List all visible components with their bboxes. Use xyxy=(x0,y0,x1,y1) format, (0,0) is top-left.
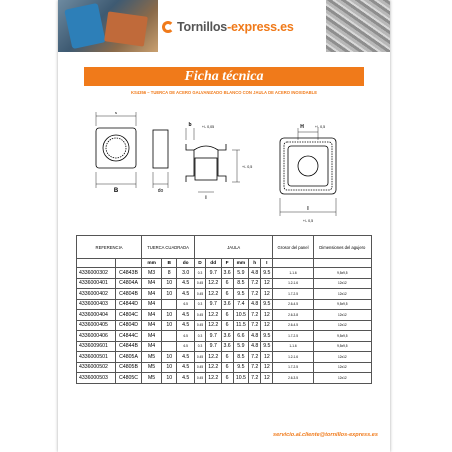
table-cell: M4 xyxy=(142,278,162,289)
table-cell: 10 xyxy=(162,373,177,384)
table-cell: 4336000302 xyxy=(77,268,116,279)
table-cell: C4844D xyxy=(115,299,141,310)
table-cell: 7.2 xyxy=(249,289,261,300)
table-cell: 10 xyxy=(162,289,177,300)
table-cell: 0.3 xyxy=(195,341,206,352)
table-row xyxy=(77,289,372,300)
table-cell: 6 xyxy=(221,310,233,321)
table-cell: 11.5 xyxy=(233,320,249,331)
brand-name-main: Tornillos xyxy=(177,20,228,34)
dim-I-tolerance: +/- 0,5 xyxy=(302,219,314,223)
table-cell: 3.6 xyxy=(221,331,233,342)
dim-b-tolerance: +/- 0,05 xyxy=(201,125,215,129)
table-cell: 1-1.6 xyxy=(273,268,313,279)
table-cell: 9.7 xyxy=(205,268,221,279)
table-cell: 4336000402 xyxy=(77,289,116,300)
dim-H-label: H xyxy=(300,124,304,130)
sub-header-cell: dd xyxy=(205,259,221,268)
table-cell: C4844B xyxy=(115,341,141,352)
table-cell: 0.3 xyxy=(195,299,206,310)
logo-ring-icon xyxy=(162,21,174,33)
table-cell: 6 xyxy=(221,289,233,300)
cage-side-view xyxy=(186,128,240,192)
table-cell: 1.2-1.6 xyxy=(273,278,313,289)
table-cell: 1.7-2.5 xyxy=(273,362,313,373)
table-cell: M5 xyxy=(142,373,162,384)
table-cell: 4336000401 xyxy=(77,278,116,289)
table-cell: 6.6 xyxy=(233,331,249,342)
table-cell: 6.5 xyxy=(177,299,195,310)
table-cell xyxy=(162,331,177,342)
nut-side-view xyxy=(153,130,168,188)
sub-header-cell: F xyxy=(221,259,233,268)
table-cell: 0.45 xyxy=(195,373,206,384)
table-cell: 5.9 xyxy=(233,268,249,279)
brand-logo[interactable] xyxy=(162,20,294,34)
table-cell: 4.8 xyxy=(249,268,261,279)
table-cell: 12 xyxy=(261,278,273,289)
table-cell: 12.2 xyxy=(205,289,221,300)
table-cell: 6 xyxy=(221,352,233,363)
table-cell: 4336000406 xyxy=(77,331,116,342)
table-cell: C4843B xyxy=(115,268,141,279)
table-cell: M4 xyxy=(142,341,162,352)
table-cell: C4804D xyxy=(115,320,141,331)
table-cell: 10.5 xyxy=(233,310,249,321)
table-row xyxy=(77,341,372,352)
table-cell: 9.5 xyxy=(261,331,273,342)
table-cell: 0.3 xyxy=(195,268,206,279)
table-cell: 9.5 xyxy=(261,268,273,279)
table-cell: 4.5 xyxy=(177,289,195,300)
table-cell: 6 xyxy=(221,362,233,373)
table-cell: 0.45 xyxy=(195,278,206,289)
table-cell: M4 xyxy=(142,331,162,342)
table-cell: 12 xyxy=(261,362,273,373)
table-row xyxy=(77,278,372,289)
table-cell: 9,5x9,5 xyxy=(313,341,371,352)
sub-header-cell: mm xyxy=(142,259,162,268)
table-cell: 1.7-2.5 xyxy=(273,331,313,342)
dim-I-label: I xyxy=(307,206,309,212)
dim-l-tolerance: +/- 0,5 xyxy=(242,165,253,169)
table-cell: M4 xyxy=(142,289,162,300)
table-cell: 5.9 xyxy=(233,341,249,352)
table-cell: 10 xyxy=(162,352,177,363)
table-cell: 7.2 xyxy=(249,362,261,373)
dim-H-tolerance: +/- 0,5 xyxy=(314,125,326,129)
table-cell: 7.2 xyxy=(249,310,261,321)
table-cell: 3.6 xyxy=(221,341,233,352)
table-cell: 10 xyxy=(162,310,177,321)
table-cell: 6 xyxy=(221,320,233,331)
table-cell: 10.5 xyxy=(233,373,249,384)
table-cell: 8.5 xyxy=(233,352,249,363)
table-cell: 12x12 xyxy=(313,320,371,331)
table-cell: 3.6 xyxy=(221,299,233,310)
table-cell: 4.5 xyxy=(177,278,195,289)
table-cell: C4844C xyxy=(115,331,141,342)
table-cell: 7.2 xyxy=(249,373,261,384)
table-cell: 4.5 xyxy=(177,310,195,321)
header-banner xyxy=(58,0,390,52)
table-cell: 9.7 xyxy=(205,331,221,342)
table-cell: 4336000403 xyxy=(77,299,116,310)
table-cell: 4.8 xyxy=(249,299,261,310)
table-cell: 9.5 xyxy=(233,362,249,373)
table-cell: 12x12 xyxy=(313,373,371,384)
table-cell: 4.8 xyxy=(249,331,261,342)
table-cell: M4 xyxy=(142,320,162,331)
table-cell: 4336000404 xyxy=(77,310,116,321)
table-cell: 6.5 xyxy=(177,341,195,352)
table-cell: 9.5 xyxy=(261,341,273,352)
tools-photo xyxy=(58,0,158,52)
table-cell: 12 xyxy=(261,310,273,321)
table-cell: M4 xyxy=(142,299,162,310)
table-cell: 12x12 xyxy=(313,289,371,300)
table-cell: C4804A xyxy=(115,278,141,289)
col-header-panel-thickness: Grosor del panel xyxy=(273,236,313,259)
product-subtitle: KS4356 – TUERCA DE ACERO GALVANIZADO BLANCO CON JAULA DE ACERO INOXIDABLE xyxy=(130,90,318,95)
nut-top-view xyxy=(96,112,136,188)
table-cell: 12x12 xyxy=(313,310,371,321)
table-cell: 12x12 xyxy=(313,362,371,373)
table-cell: 0.45 xyxy=(195,362,206,373)
sub-header-cell: h xyxy=(249,259,261,268)
table-cell: C4804B xyxy=(115,289,141,300)
table-cell: 12 xyxy=(261,320,273,331)
table-cell: 9,5x9,5 xyxy=(313,299,371,310)
table-cell: 0.45 xyxy=(195,289,206,300)
cage-front-view xyxy=(280,128,336,216)
table-cell: 8.5 xyxy=(233,278,249,289)
dim-i-label: i xyxy=(205,195,207,201)
table-row xyxy=(77,320,372,331)
table-cell: 7.2 xyxy=(249,320,261,331)
table-cell: 7.2 xyxy=(249,352,261,363)
table-cell: 4.8 xyxy=(249,341,261,352)
table-cell: 0.45 xyxy=(195,352,206,363)
technical-drawings xyxy=(58,100,390,225)
table-row xyxy=(77,352,372,363)
brand-name-domain: -express.es xyxy=(227,20,294,34)
table-cell: 2.6-3.5 xyxy=(273,373,313,384)
table-cell: 10 xyxy=(162,278,177,289)
sub-header-cell: mm xyxy=(233,259,249,268)
col-header-reference: REFERENCIA xyxy=(77,236,142,259)
col-header-cage: JAULA xyxy=(195,236,273,259)
table-cell: 1-1.6 xyxy=(273,341,313,352)
table-row xyxy=(77,373,372,384)
dim-do-label: do xyxy=(157,188,164,194)
table-row xyxy=(77,299,372,310)
table-cell: 9.5 xyxy=(261,299,273,310)
table-cell: 9.7 xyxy=(205,341,221,352)
table-cell: 2.6-4.5 xyxy=(273,299,313,310)
table-cell: C4804C xyxy=(115,310,141,321)
col-header-hole-size: Dimensiones del agujero xyxy=(313,236,371,259)
table-cell: 4336000503 xyxy=(77,373,116,384)
table-cell: M5 xyxy=(142,352,162,363)
table-cell: 12.2 xyxy=(205,352,221,363)
table-cell: 1.2-1.6 xyxy=(273,352,313,363)
table-cell: 0.3 xyxy=(195,331,206,342)
table-cell: 12.2 xyxy=(205,362,221,373)
table-cell: 9.5 xyxy=(233,289,249,300)
table-cell: 4336000405 xyxy=(77,320,116,331)
table-cell: 12.2 xyxy=(205,320,221,331)
table-cell xyxy=(162,341,177,352)
table-cell: M3 xyxy=(142,268,162,279)
table-cell: 9,5x9,5 xyxy=(313,331,371,342)
table-cell xyxy=(162,299,177,310)
col-header-nut: TUERCA CUADRADA xyxy=(142,236,195,259)
table-cell: 4336009601 xyxy=(77,341,116,352)
table-cell: 12 xyxy=(261,289,273,300)
table-cell: 4.5 xyxy=(177,320,195,331)
page-title: Ficha técnica xyxy=(84,67,364,86)
tech-sheet-page xyxy=(58,0,390,452)
table-cell: 12 xyxy=(261,352,273,363)
sub-header-cell: I xyxy=(261,259,273,268)
table-cell: 12x12 xyxy=(313,352,371,363)
table-cell: 12.2 xyxy=(205,278,221,289)
table-cell: 4.5 xyxy=(177,373,195,384)
table-row xyxy=(77,331,372,342)
table-cell: 6.5 xyxy=(177,331,195,342)
table-cell: M4 xyxy=(142,310,162,321)
dim-B-label: B xyxy=(113,188,119,194)
table-cell: 12.2 xyxy=(205,310,221,321)
table-cell: 8 xyxy=(162,268,177,279)
table-cell: 12 xyxy=(261,373,273,384)
table-cell: 2.6-4.5 xyxy=(273,320,313,331)
table-cell: 0.45 xyxy=(195,320,206,331)
table-cell: 3.6 xyxy=(221,268,233,279)
footer-email[interactable]: servicio.al.cliente@tornillos-express.es xyxy=(273,432,378,438)
table-cell: 0.45 xyxy=(195,310,206,321)
table-cell: 2.6-3.8 xyxy=(273,310,313,321)
table-cell: C4805A xyxy=(115,352,141,363)
table-row xyxy=(77,268,372,279)
table-cell: 7.4 xyxy=(233,299,249,310)
table-cell: M5 xyxy=(142,362,162,373)
table-cell: 9.7 xyxy=(205,299,221,310)
table-cell: C4805B xyxy=(115,362,141,373)
dim-b-label: b xyxy=(188,122,192,128)
table-cell: 3.0 xyxy=(177,268,195,279)
table-cell: 1.7-2.5 xyxy=(273,289,313,300)
table-cell: 7.2 xyxy=(249,278,261,289)
screws-photo xyxy=(326,0,390,52)
sub-header-cell: do xyxy=(177,259,195,268)
table-cell: 4336000501 xyxy=(77,352,116,363)
table-cell: 6 xyxy=(221,373,233,384)
table-cell: 10 xyxy=(162,320,177,331)
table-cell: 9,5x9,5 xyxy=(313,268,371,279)
table-cell: 12x12 xyxy=(313,278,371,289)
spec-table xyxy=(76,235,372,384)
table-row xyxy=(77,362,372,373)
table-row xyxy=(77,310,372,321)
sub-header-cell: D xyxy=(195,259,206,268)
dim-top-label: s xyxy=(115,110,117,115)
table-cell: 10 xyxy=(162,362,177,373)
table-cell: 4.5 xyxy=(177,362,195,373)
table-cell: 4.5 xyxy=(177,352,195,363)
table-cell: C4805C xyxy=(115,373,141,384)
table-cell: 6 xyxy=(221,278,233,289)
sub-header-cell: B xyxy=(162,259,177,268)
table-cell: 12.2 xyxy=(205,373,221,384)
sub-header-row xyxy=(77,259,372,268)
table-cell: 4336000502 xyxy=(77,362,116,373)
